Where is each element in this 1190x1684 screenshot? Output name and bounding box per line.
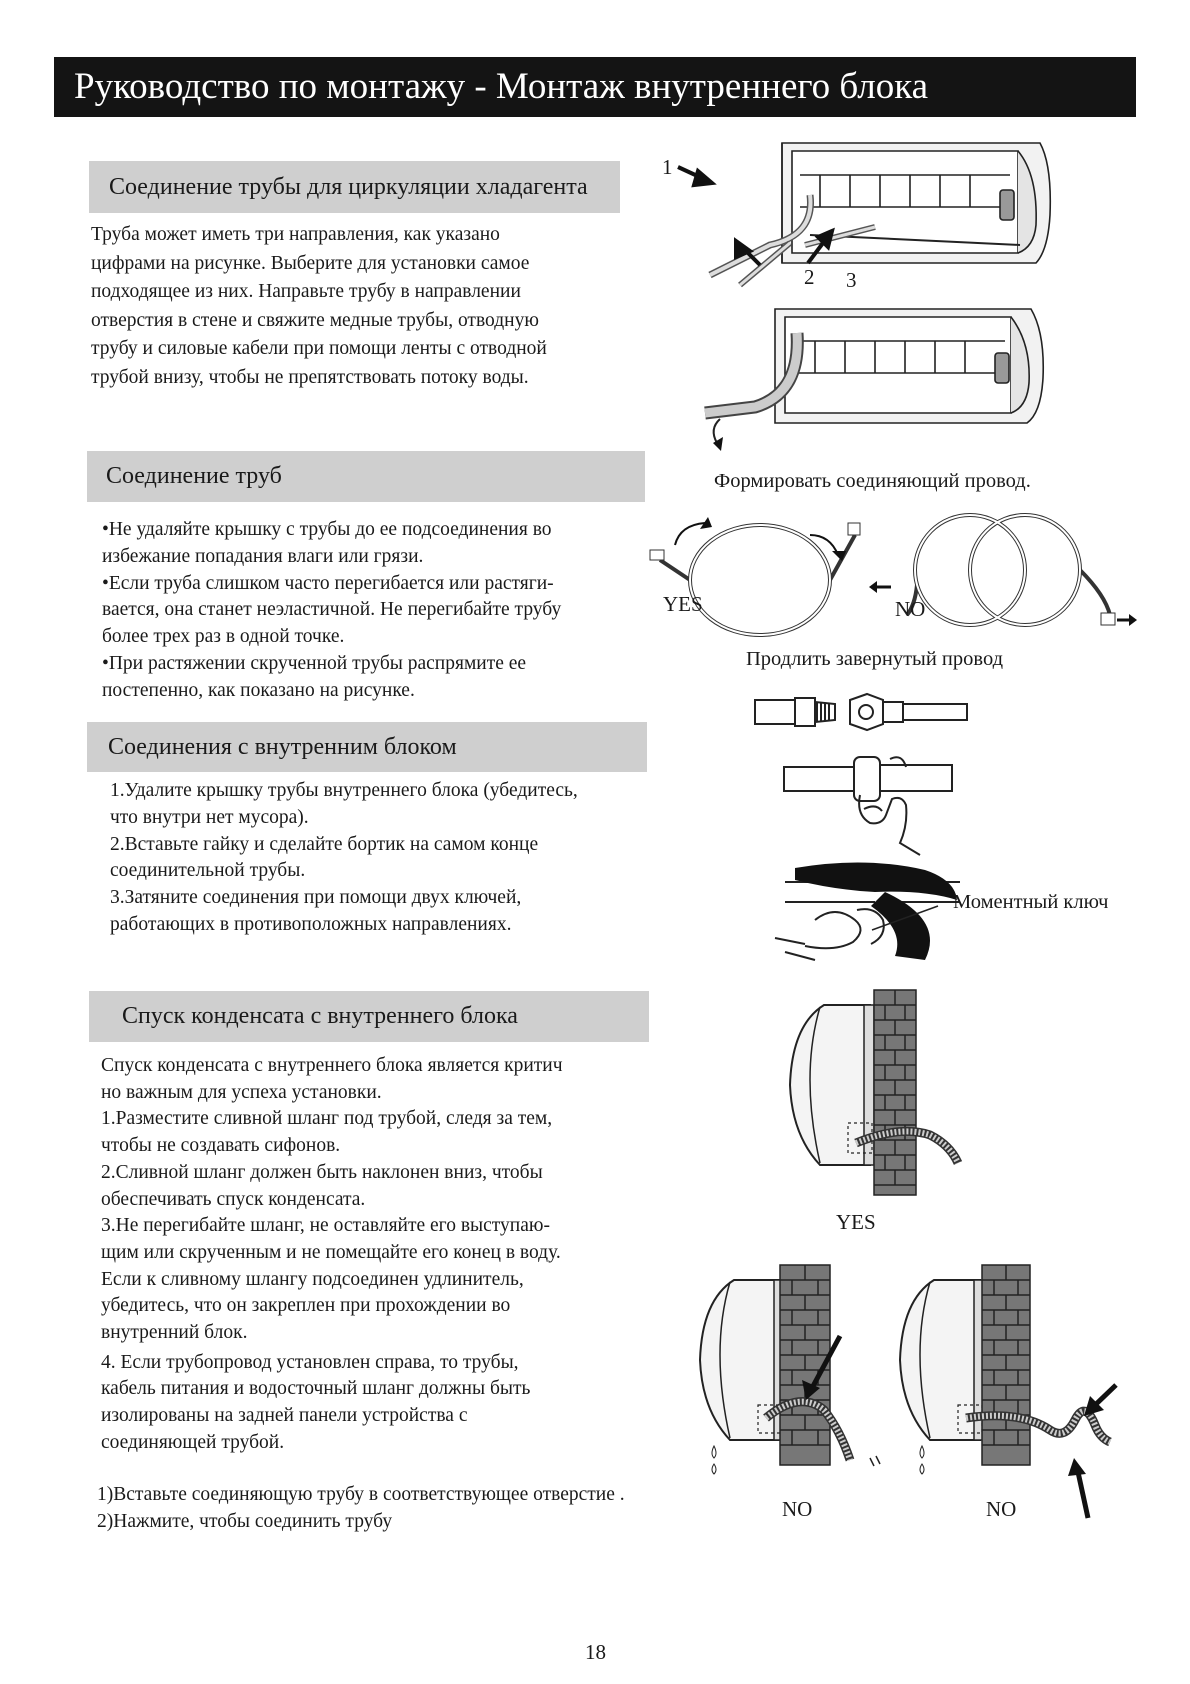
text-line: •Если труба слишком часто перегибается или растяги- [102, 572, 554, 594]
text-line: 2.Сливной шланг должен быть наклонен вниз, чтобы [101, 1161, 543, 1183]
text-line: убедитесь, что он закреплен при прохождении во [101, 1295, 511, 1317]
section-heading-indoor: Соединения с внутренним блоком [87, 722, 647, 772]
text-line: что внутри нет мусора). [110, 806, 309, 828]
text-line: более трех раз в одной точке. [102, 626, 345, 648]
text-line: соединительной трубы. [110, 860, 306, 882]
drain-yes-label: YES [836, 1210, 876, 1234]
text-line: 2.Вставьте гайку и сделайте бортик на самом конце [110, 833, 539, 855]
text-line: работающих в противоположных направлениях. [110, 913, 512, 935]
torque-wrench-label: Моментный ключ [953, 891, 1109, 913]
text-line: 2)Нажмите, чтобы соединить трубу [97, 1510, 393, 1532]
text-line: Если к сливному шлангу подсоединен удлинитель, [101, 1268, 524, 1290]
text-line: Труба может иметь три направления, как указано [91, 224, 500, 245]
yes-label: YES [663, 592, 703, 616]
text-line: обеспечивать спуск конденсата. [101, 1188, 366, 1210]
text-line: но важным для успеха установки. [101, 1081, 382, 1103]
page-title: Руководство по монтажу - Монтаж внутреннего блока [54, 57, 1136, 117]
text-line: 1.Удалите крышку трубы внутреннего блока (убедитесь, [110, 780, 578, 801]
text-line: •При растяжении скрученной трубы распрямите ее [102, 652, 527, 674]
no-label: NO [895, 597, 926, 621]
text-line: изолированы на задней панели устройства с [101, 1405, 468, 1427]
section-heading-refrigerant: Соединение трубы для циркуляции хладагента [89, 161, 620, 213]
text-line: 1)Вставьте соединяющую трубу в соответствующее отверстие . [97, 1484, 625, 1505]
text-line: цифрами на рисунке. Выберите для установки самое [91, 252, 530, 274]
text-line: кабель питания и водосточный шланг должны быть [101, 1378, 531, 1400]
text-line: щим или скрученным и не помещайте его конец в воду. [101, 1241, 561, 1263]
text-line: отверстия в стене и свяжите медные трубы, отводную [91, 309, 539, 331]
text-line: постепенно, как показано на рисунке. [102, 679, 415, 701]
text-line: чтобы не создавать сифонов. [101, 1135, 341, 1157]
text-line: подходящее из них. Направьте трубу в направлении [91, 281, 521, 302]
text-line: трубой внизу, чтобы не препятствовать потоку воды. [91, 366, 529, 388]
pipe-direction-label: 3 [846, 268, 857, 292]
text-line: •Не удаляйте крышку с трубы до ее подсоединения во [102, 519, 552, 540]
text-line: 3.Не перегибайте шланг, не оставляйте его выступаю- [101, 1215, 550, 1237]
text-line: вается, она станет неэластичной. Не перегибайте трубу [102, 599, 562, 621]
text-line: 3.Затяните соединения при помощи двух ключей, [110, 887, 522, 909]
drain-no-label-1: NO [782, 1497, 813, 1521]
text-line: Спуск конденсата с внутреннего блока является критич [101, 1055, 563, 1076]
text-line: избежание попадания влаги или грязи. [102, 545, 424, 567]
text-line: 4. Если трубопровод установлен справа, то трубы, [101, 1351, 519, 1373]
text-line: трубу и силовые кабели при помощи ленты с отводной [91, 338, 547, 359]
section-heading-drain: Спуск конденсата с внутреннего блока [89, 991, 649, 1042]
form-wire-caption: Формировать соединяющий провод. [714, 470, 1031, 492]
page-number: 18 [585, 1640, 606, 1664]
text-line: внутренний блок. [101, 1322, 248, 1344]
pipe-direction-label: 2 [804, 265, 815, 289]
section-heading-pipes: Соединение труб [87, 451, 645, 502]
text-line: 1.Разместите сливной шланг под трубой, следя за тем, [101, 1108, 553, 1130]
drain-yes-figure [790, 985, 960, 1195]
drain-no-figure-1 [700, 1260, 890, 1475]
pipe-direction-label: 1 [662, 155, 673, 179]
extend-wire-caption: Продлить завернутый провод [746, 648, 1004, 670]
drain-no-figure-2 [900, 1260, 1120, 1520]
text-line: соединяющей трубой. [101, 1431, 285, 1453]
drain-no-label-2: NO [986, 1497, 1017, 1521]
